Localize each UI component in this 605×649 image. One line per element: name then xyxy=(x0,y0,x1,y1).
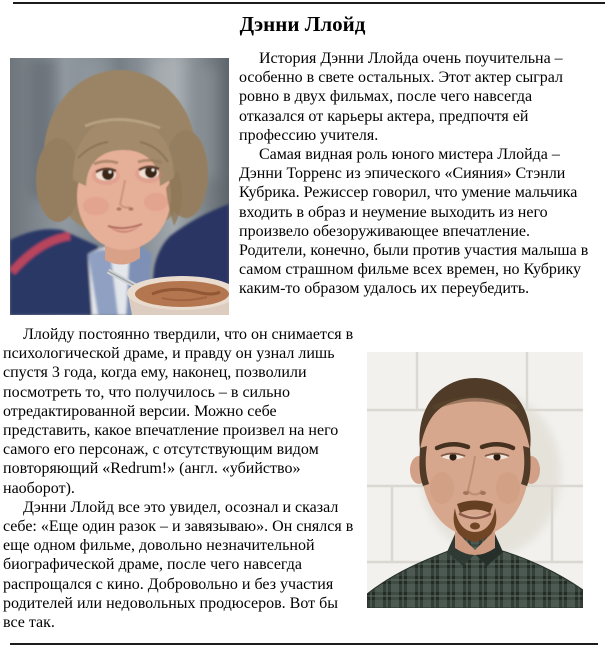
intro-text-column xyxy=(239,49,600,299)
paragraph-psych-drama: Ллойду постоянно твердили, что он снимается в психологической драме, и правду он узнал лишь спустя 3 года, когда ему, наконец, позволили посмотреть то, что получилось – в сильно отредактированной версии. Можно себе представить, какое впечатление произвел на него самого его персонаж, с отсутствующим видом повторяющий «Redrum!» (англ. «убийство» наоборот). xyxy=(3,326,354,497)
adult-danny-art xyxy=(367,352,583,608)
page-title: Дэнни Ллойд xyxy=(239,12,366,36)
young-danny-art xyxy=(10,58,229,315)
paragraph-shining-role: Самая видная роль юного мистера Ллойда – Дэнни Торренс из эпического «Сияния» Стэнли Кубрика. Режиссер говорил, что умение мальчика входить в образ и неумение выходить из него произвело обезоруживающее впечатление. Родители, конечно, были против участия малыша в самом страшном фильме всех времен, но Кубрику каким-то образом удалось их переубедить. xyxy=(239,146,589,298)
adult-danny-photo xyxy=(367,352,583,608)
paragraph-history: История Дэнни Ллойда очень поучительна – особенно в свете остальных. Этот актер сыграл ровно в двух фильмах, после чего навсегда отказался от карьеры актера, предпочтя ей профессию учителя. xyxy=(239,50,564,144)
bottom-divider xyxy=(10,643,598,645)
paragraph-quit-cinema: Дэнни Ллойд все это увидел, осознал и сказал себе: «Еще один разок – и завязываю». Он снялся в еще одном фильме, довольно незначительной биографической драме, после чего навсегда распрощался с кино. Добровольно и без участия родителей или недовольных продюсеров. Вот бы все так. xyxy=(3,498,354,632)
top-divider xyxy=(13,2,605,4)
young-danny-photo xyxy=(10,58,229,315)
body-text-column xyxy=(3,325,356,632)
